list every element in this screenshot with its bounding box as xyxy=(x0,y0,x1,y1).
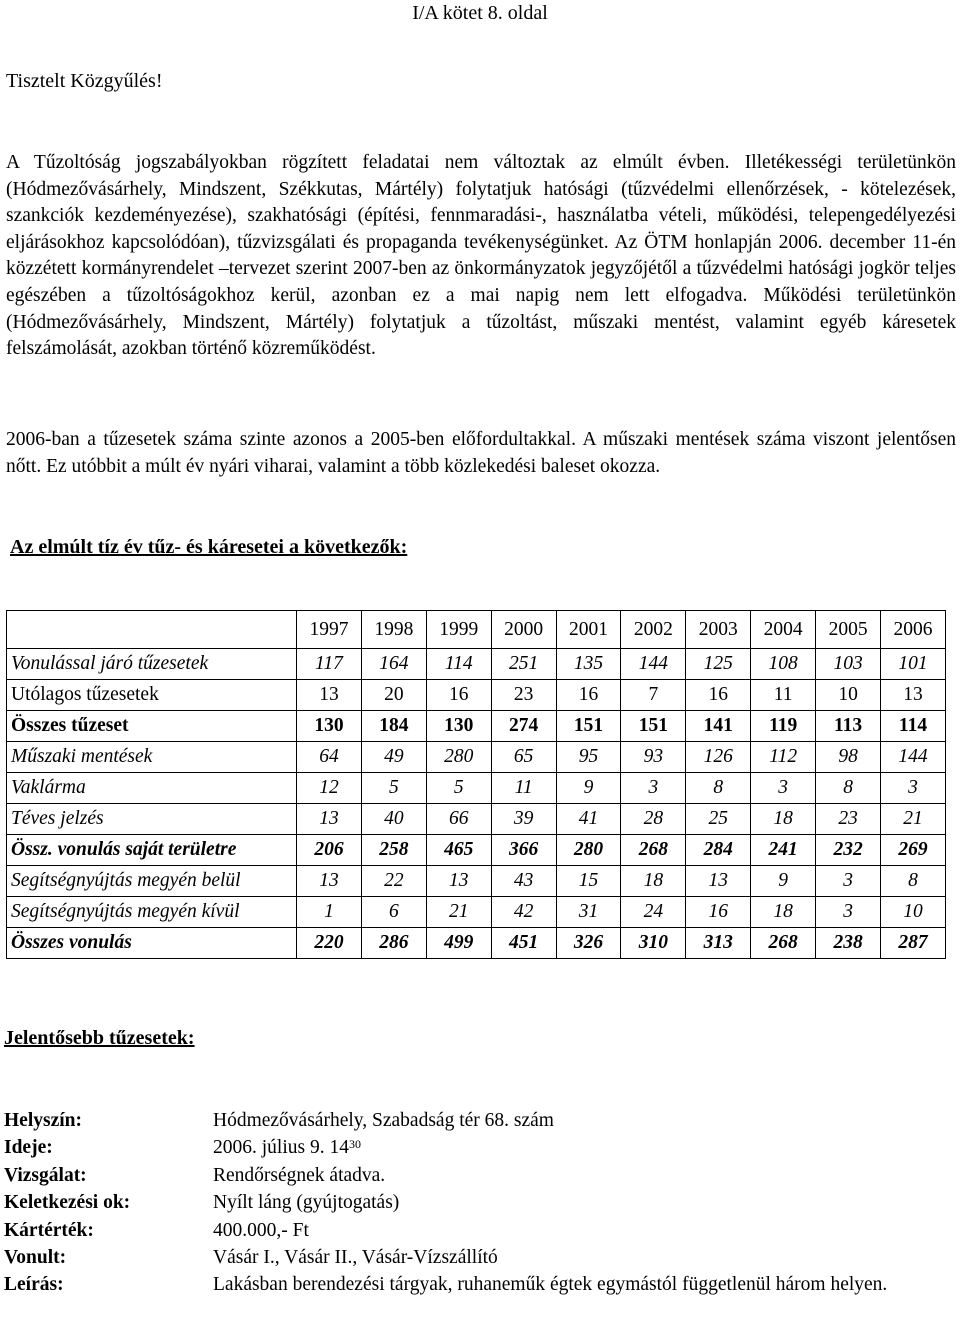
value-cell: 6 xyxy=(361,897,426,928)
value-cell: 42 xyxy=(491,897,556,928)
value-cell: 119 xyxy=(751,711,816,742)
value-cell: 280 xyxy=(426,742,491,773)
table-row xyxy=(7,928,946,959)
value-cell: 274 xyxy=(491,711,556,742)
section-title-major-fires: Jelentősebb tűzesetek: xyxy=(4,1027,195,1049)
value-cell: 64 xyxy=(297,742,362,773)
value-cell: 366 xyxy=(491,835,556,866)
value-cell: 251 xyxy=(491,649,556,680)
location-value: Hódmezővásárhely, Szabadság tér 68. szám xyxy=(213,1110,554,1131)
value-cell: 326 xyxy=(556,928,621,959)
units-label: Vonult: xyxy=(4,1247,67,1269)
description-label: Leírás: xyxy=(4,1274,64,1296)
value-cell: 11 xyxy=(491,773,556,804)
table-row xyxy=(7,866,946,897)
value-cell: 1 xyxy=(297,897,362,928)
row-label-cell: Összes tűzeset xyxy=(7,711,297,742)
row-label-cell: Vaklárma xyxy=(7,773,297,804)
cause-label: Keletkezési ok: xyxy=(4,1192,131,1214)
value-cell: 3 xyxy=(816,866,881,897)
value-cell: 98 xyxy=(816,742,881,773)
value-cell: 10 xyxy=(816,680,881,711)
value-cell: 43 xyxy=(491,866,556,897)
value-cell: 8 xyxy=(686,773,751,804)
table-title: Az elmúlt tíz év tűz- és káresetei a következők: xyxy=(10,536,408,558)
units-value: Vásár I., Vásár II., Vásár-Vízszállító xyxy=(213,1247,498,1269)
value-cell: 13 xyxy=(426,866,491,897)
header-corner-cell xyxy=(7,611,297,649)
value-cell: 114 xyxy=(881,711,946,742)
greeting: Tisztelt Közgyűlés! xyxy=(6,70,163,92)
value-cell: 310 xyxy=(621,928,686,959)
value-cell: 112 xyxy=(751,742,816,773)
year-header-cell: 1999 xyxy=(426,611,491,649)
value-cell: 3 xyxy=(751,773,816,804)
table-row xyxy=(7,711,946,742)
value-cell: 18 xyxy=(751,897,816,928)
value-cell: 5 xyxy=(361,773,426,804)
table-row xyxy=(7,773,946,804)
value-cell: 31 xyxy=(556,897,621,928)
table-row xyxy=(7,804,946,835)
row-label-cell: Vonulással járó tűzesetek xyxy=(7,649,297,680)
value-cell: 130 xyxy=(426,711,491,742)
value-cell: 3 xyxy=(816,897,881,928)
year-header-cell: 2001 xyxy=(556,611,621,649)
value-cell: 101 xyxy=(881,649,946,680)
value-cell: 126 xyxy=(686,742,751,773)
value-cell: 9 xyxy=(556,773,621,804)
value-cell: 241 xyxy=(751,835,816,866)
value-cell: 238 xyxy=(816,928,881,959)
investigation-value: Rendőrségnek átadva. xyxy=(213,1164,386,1186)
value-cell: 16 xyxy=(686,897,751,928)
description-value: Lakásban berendezési tárgyak, ruhaneműk égtek egymástól függetlenül három helyen. xyxy=(213,1274,888,1296)
table-row xyxy=(7,742,946,773)
value-cell: 8 xyxy=(881,866,946,897)
value-cell: 5 xyxy=(426,773,491,804)
value-cell: 286 xyxy=(361,928,426,959)
value-cell: 11 xyxy=(751,680,816,711)
value-cell: 268 xyxy=(621,835,686,866)
damage-value: 400.000,- Ft xyxy=(213,1219,309,1241)
row-label-cell: Utólagos tűzesetek xyxy=(7,680,297,711)
value-cell: 9 xyxy=(751,866,816,897)
value-cell: 151 xyxy=(621,711,686,742)
time-text: 2006. július 9. 14 xyxy=(213,1137,349,1159)
value-cell: 220 xyxy=(297,928,362,959)
value-cell: 114 xyxy=(426,649,491,680)
value-cell: 144 xyxy=(881,742,946,773)
year-header-cell: 2004 xyxy=(751,611,816,649)
value-cell: 108 xyxy=(751,649,816,680)
value-cell: 284 xyxy=(686,835,751,866)
value-cell: 280 xyxy=(556,835,621,866)
value-cell: 135 xyxy=(556,649,621,680)
incident-statistics-table xyxy=(6,610,946,959)
value-cell: 113 xyxy=(816,711,881,742)
value-cell: 66 xyxy=(426,804,491,835)
table-row xyxy=(7,897,946,928)
value-cell: 3 xyxy=(881,773,946,804)
year-header-cell: 1998 xyxy=(361,611,426,649)
value-cell: 206 xyxy=(297,835,362,866)
year-header-cell: 2003 xyxy=(686,611,751,649)
value-cell: 184 xyxy=(361,711,426,742)
value-cell: 13 xyxy=(297,680,362,711)
value-cell: 21 xyxy=(881,804,946,835)
value-cell: 40 xyxy=(361,804,426,835)
year-header-cell: 1997 xyxy=(297,611,362,649)
table-row xyxy=(7,649,946,680)
damage-label: Kártérték: xyxy=(4,1219,94,1241)
value-cell: 232 xyxy=(816,835,881,866)
value-cell: 24 xyxy=(621,897,686,928)
time-label: Ideje: xyxy=(4,1137,53,1159)
value-cell: 23 xyxy=(816,804,881,835)
year-header-cell: 2002 xyxy=(621,611,686,649)
value-cell: 144 xyxy=(621,649,686,680)
year-header-cell: 2005 xyxy=(816,611,881,649)
table-header-row xyxy=(7,611,946,649)
row-label-cell: Műszaki mentések xyxy=(7,742,297,773)
value-cell: 12 xyxy=(297,773,362,804)
info-row-location xyxy=(4,1107,954,1134)
info-row-damage xyxy=(4,1217,954,1244)
value-cell: 269 xyxy=(881,835,946,866)
year-header-cell: 2006 xyxy=(881,611,946,649)
table-row xyxy=(7,835,946,866)
value-cell: 13 xyxy=(881,680,946,711)
row-label-cell: Segítségnyújtás megyén belül xyxy=(7,866,297,897)
incident-details xyxy=(4,1107,954,1299)
row-label-cell: Összes vonulás xyxy=(7,928,297,959)
value-cell: 499 xyxy=(426,928,491,959)
cause-value: Nyílt láng (gyújtogatás) xyxy=(213,1192,400,1214)
value-cell: 15 xyxy=(556,866,621,897)
info-row-investigation xyxy=(4,1162,954,1189)
value-cell: 22 xyxy=(361,866,426,897)
value-cell: 7 xyxy=(621,680,686,711)
value-cell: 28 xyxy=(621,804,686,835)
time-value xyxy=(213,1134,954,1161)
value-cell: 18 xyxy=(621,866,686,897)
row-label-cell: Segítségnyújtás megyén kívül xyxy=(7,897,297,928)
info-row-units xyxy=(4,1244,954,1271)
value-cell: 130 xyxy=(297,711,362,742)
row-label-cell: Téves jelzés xyxy=(7,804,297,835)
page-header: I/A kötet 8. oldal xyxy=(412,2,548,24)
value-cell: 65 xyxy=(491,742,556,773)
value-cell: 451 xyxy=(491,928,556,959)
value-cell: 95 xyxy=(556,742,621,773)
value-cell: 10 xyxy=(881,897,946,928)
year-header-cell: 2000 xyxy=(491,611,556,649)
value-cell: 465 xyxy=(426,835,491,866)
value-cell: 151 xyxy=(556,711,621,742)
value-cell: 13 xyxy=(297,804,362,835)
value-cell: 20 xyxy=(361,680,426,711)
value-cell: 313 xyxy=(686,928,751,959)
value-cell: 16 xyxy=(556,680,621,711)
value-cell: 23 xyxy=(491,680,556,711)
value-cell: 16 xyxy=(426,680,491,711)
value-cell: 13 xyxy=(686,866,751,897)
value-cell: 141 xyxy=(686,711,751,742)
value-cell: 3 xyxy=(621,773,686,804)
value-cell: 125 xyxy=(686,649,751,680)
summary-paragraph: 2006-ban a tűzesetek száma szinte azonos a 2005-ben előfordultakkal. A műszaki mentések száma viszont jelentősen nőtt. Ez utóbbit a múlt év nyári viharai, valamint a több közlekedési baleset okozza. xyxy=(6,429,956,477)
value-cell: 117 xyxy=(297,649,362,680)
value-cell: 21 xyxy=(426,897,491,928)
value-cell: 93 xyxy=(621,742,686,773)
value-cell: 39 xyxy=(491,804,556,835)
value-cell: 49 xyxy=(361,742,426,773)
value-cell: 25 xyxy=(686,804,751,835)
value-cell: 103 xyxy=(816,649,881,680)
intro-paragraph: A Tűzoltóság jogszabályokban rögzített feladatai nem változtak az elmúlt évben. Illetékességi területünkön (Hódmezővásárhely, Mindszent, Székkutas, Mártély) folytatjuk hatósági (tűzvédelmi ellenőrzések, - kötelezések, szankciók kezdeményezése), szakhatósági (építési, fennmaradási-, használatba vételi, működési, telepengedélyezési eljárásokhoz kapcsolódóan), tűzvizsgálati és propaganda tevékenységünket. Az ÖTM honlapján 2006. december 11-én közzétett kormányrendelet –tervezet szerint 2007-ben az önkormányzatok jegyzőjétől a tűzvédelmi hatósági jogkör teljes egészében a tűzoltóságokhoz kerül, azonban ez a mai napig nem lett elfogadva. Működési területünkön (Hódmezővásárhely, Mindszent, Mártély) folytatjuk a tűzoltást, műszaki mentést, valamint egyéb káresetek felszámolását, azokban történő közreműködést. xyxy=(6,152,956,360)
value-cell: 8 xyxy=(816,773,881,804)
table-row xyxy=(7,680,946,711)
value-cell: 16 xyxy=(686,680,751,711)
info-row-description xyxy=(4,1271,954,1298)
row-label-cell: Össz. vonulás saját területre xyxy=(7,835,297,866)
value-cell: 41 xyxy=(556,804,621,835)
value-cell: 258 xyxy=(361,835,426,866)
info-row-cause xyxy=(4,1189,954,1216)
investigation-label: Vizsgálat: xyxy=(4,1164,87,1186)
value-cell: 268 xyxy=(751,928,816,959)
value-cell: 164 xyxy=(361,649,426,680)
value-cell: 13 xyxy=(297,866,362,897)
time-minutes: 30 xyxy=(348,1137,361,1152)
info-row-time xyxy=(4,1134,954,1161)
location-label: Helyszín: xyxy=(4,1110,82,1131)
value-cell: 287 xyxy=(881,928,946,959)
value-cell: 18 xyxy=(751,804,816,835)
